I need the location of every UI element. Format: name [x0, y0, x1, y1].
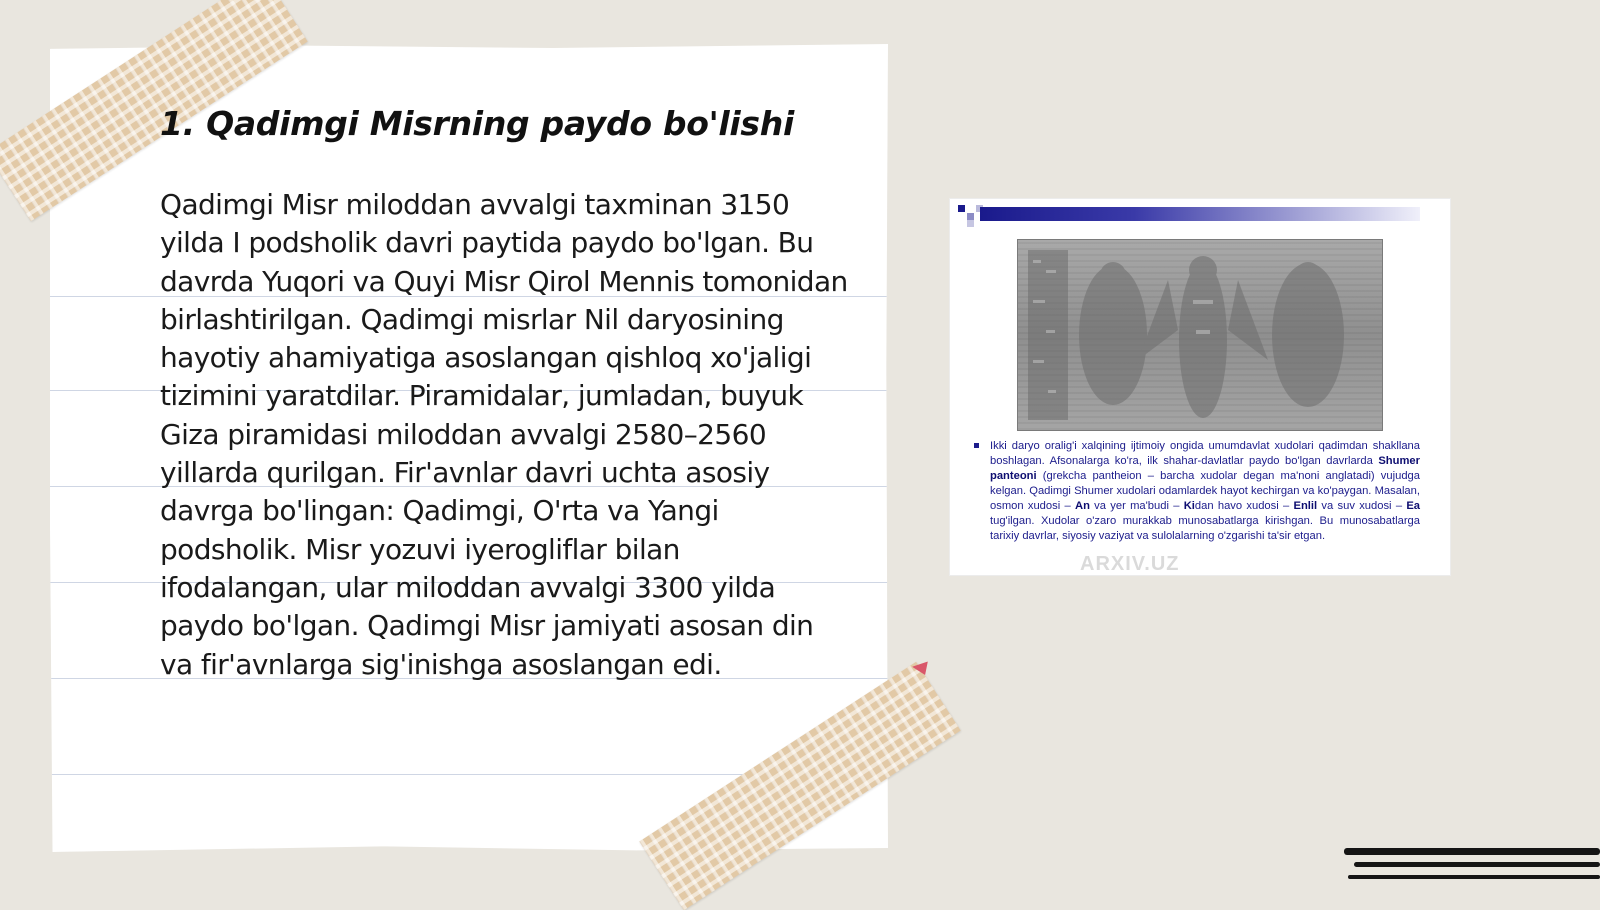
slide-title: 1. Qadimgi Misrning paydo bo'lishi: [160, 104, 794, 143]
caption-bold: Shumer panteoni: [990, 455, 1420, 482]
caption-text: dan havo xudosi –: [1194, 500, 1294, 512]
embedded-slide-image: [950, 199, 1450, 575]
caption-text: (grekcha pantheion – barcha xudolar degan ma'noni anglatadi) vujudga kelgan. Qadimgi Shumer xudolari odamlardek hayot kechirgan va ko'paygan. Masalan, osmon xudosi –: [990, 470, 1420, 512]
caption-bold: Enlil: [1293, 500, 1318, 512]
caption-bold: An: [1074, 500, 1090, 512]
watermark: ARXIV.UZ: [1080, 553, 1180, 575]
image-caption: [990, 439, 1420, 544]
caption-bold: Ea: [1406, 500, 1421, 512]
bullet-icon: [974, 443, 979, 448]
caption-bold: Ki: [1183, 500, 1195, 512]
slide-header-bar: [980, 207, 1420, 221]
caption-text: va yer ma'budi –: [1089, 500, 1184, 512]
caption-text: Ikki daryo oralig'i xalqining ijtimoiy ongida umumdavlat xudolari qadimdan shakllana boshlagan. Afsonalarga ko'ra, ilk shahar-davlatlar paydo bo'lgan davrlarda: [990, 440, 1420, 467]
caption-text: va suv xudosi –: [1317, 500, 1407, 512]
sumerian-relief-picture: [1017, 239, 1383, 431]
slide-body-text: Qadimgi Misr miloddan avvalgi taxminan 3150 yilda I podsholik davri paytida paydo bo'lgan. Bu davrda Yuqori va Quyi Misr Qirol Mennis tomonidan birlashtirilgan. Qadimgi misrlar Nil daryosining hayotiy ahamiyatiga asoslangan qishloq xo'jaligi tizimini yaratdilar. Piramidalar, jumladan, buyuk Giza piramidasi miloddan avvalgi 2580–2560 yillarda qurilgan. Fir'avnlar davri uchta asosiy davrga bo'lingan: Qadimgi, O'rta va Yangi podsholik. Misr yozuvi iyerogliflar bilan ifodalangan, ular miloddan avvalgi 3300 yilda paydo bo'lgan. Qadimgi Misr jamiyati asosan din va fir'avnlarga sig'inishga asoslangan edi.: [160, 188, 848, 681]
caption-text: tug'ilgan. Xudolar o'zaro murakkab munosabatlarga kirishgan. Bu munosabatlarga tarixiy davrlar, siyosiy vaziyat va sulolalarning o'zgarishi ta'sir etgan.: [990, 515, 1420, 542]
decorative-brush-strokes: [1344, 848, 1600, 892]
